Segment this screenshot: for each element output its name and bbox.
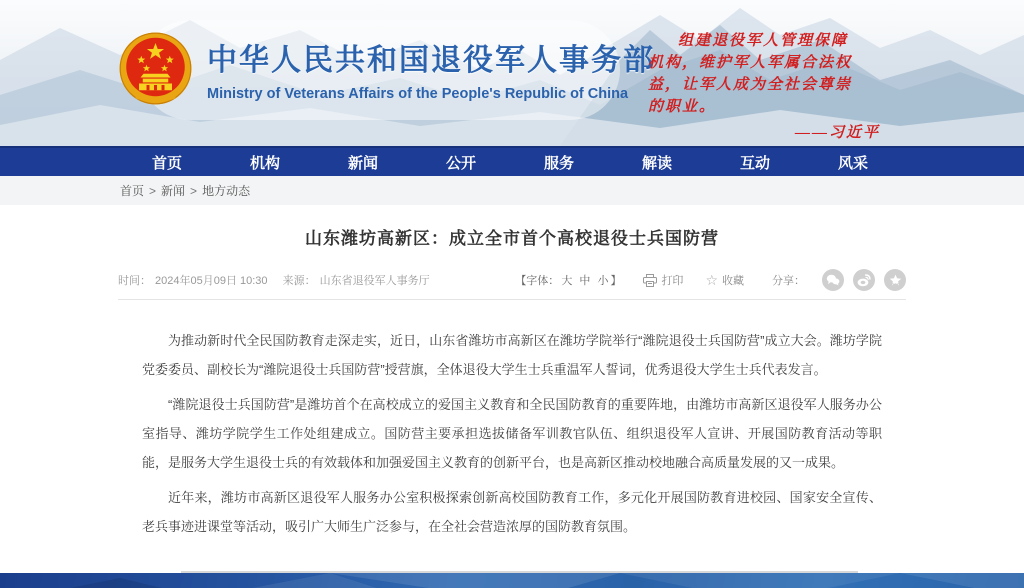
quote-line: 的职业。 bbox=[648, 99, 717, 115]
weibo-share-icon[interactable] bbox=[853, 269, 875, 291]
nav-item-interact[interactable]: 互动 bbox=[739, 154, 770, 172]
nav-item-news[interactable]: 新闻 bbox=[347, 154, 378, 172]
article-content bbox=[0, 205, 1024, 573]
star-icon: ☆ bbox=[705, 272, 718, 288]
breadcrumb-separator: > bbox=[190, 183, 198, 198]
breadcrumb bbox=[0, 176, 1024, 205]
font-size-large-button[interactable]: 大 bbox=[561, 275, 573, 287]
article-paragraph: “潍院退役士兵国防营”是潍坊首个在高校成立的爱国主义教育和全民国防教育的重要阵地，由潍坊市高新区退役军人服务办公室指导、潍坊学院学生工作处组建成立。国防营主要承担选拔储备军训教官队伍、组织退役军人宣讲、开展国防教育活动等职能，是服务大学生退役士兵的有效载体和加强爱国主义教育的创新平台，也是高新区推动校地融合高质量发展的又一成果。 bbox=[142, 397, 882, 470]
article-paragraph: 近年来，潍坊市高新区退役军人服务办公室积极探索创新高校国防教育工作，多元化开展国防教育进校园、国家安全宣传、老兵事迹进课堂等活动，吸引广大师生广泛参与，在全社会营造浓厚的国防教育氛围。 bbox=[142, 490, 882, 534]
quote-signature: ——习近平 bbox=[794, 125, 880, 141]
favorite-button[interactable] bbox=[705, 272, 744, 288]
nav-item-service[interactable]: 服务 bbox=[543, 154, 574, 172]
font-size-small-button[interactable]: 小 bbox=[597, 275, 609, 287]
nav-item-public[interactable]: 公开 bbox=[445, 154, 476, 172]
quote-line: 益，让军人成为全社会尊崇 bbox=[648, 77, 853, 93]
breadcrumb-news[interactable]: 新闻 bbox=[161, 184, 186, 198]
footer-decoration bbox=[0, 573, 1024, 588]
article-body bbox=[118, 300, 906, 541]
time-label: 时间： bbox=[118, 275, 151, 287]
nav-item-home[interactable]: 首页 bbox=[151, 154, 182, 172]
national-emblem-logo bbox=[118, 31, 193, 106]
print-button[interactable] bbox=[643, 272, 683, 288]
nav-item-agency[interactable]: 机构 bbox=[249, 154, 280, 172]
leader-quote bbox=[648, 30, 908, 144]
font-size-control bbox=[515, 272, 621, 288]
article-meta-row bbox=[118, 269, 906, 300]
share-icons bbox=[813, 269, 906, 291]
font-size-medium-button[interactable]: 中 bbox=[579, 275, 591, 287]
site-footer bbox=[0, 573, 1024, 588]
article-paragraph: 为推动新时代全民国防教育走深走实，近日，山东省潍坊市高新区在潍坊学院举行“潍院退役士兵国防营”成立大会。潍坊学院党委委员、副校长为“潍院退役士兵国防营”授营旗，全体退役大学生士兵重温军人誓词，优秀退役大学生士兵代表发言。 bbox=[142, 333, 882, 377]
print-label: 打印 bbox=[661, 275, 684, 287]
share-label: 分享： bbox=[772, 275, 805, 287]
article-tools bbox=[515, 269, 906, 291]
site-title-en: Ministry of Veterans Affairs of the People's Republic of China bbox=[207, 86, 629, 102]
nav-item-style[interactable]: 风采 bbox=[837, 154, 868, 172]
site-brand[interactable] bbox=[118, 31, 655, 106]
font-size-open: 【字体： bbox=[515, 275, 560, 287]
site-title-cn: 中华人民共和国退役军人事务部 bbox=[207, 44, 655, 77]
site-header bbox=[0, 0, 1024, 146]
qzone-share-icon[interactable] bbox=[884, 269, 906, 291]
wechat-share-icon[interactable] bbox=[822, 269, 844, 291]
source-name: 山东省退役军人事务厅 bbox=[319, 275, 430, 287]
article-meta-info bbox=[118, 272, 434, 288]
quote-line: 机构，维护军人军属合法权 bbox=[648, 55, 853, 71]
article-title: 山东潍坊高新区：成立全市首个高校退役士兵国防营 bbox=[305, 229, 719, 248]
breadcrumb-separator: > bbox=[149, 183, 157, 198]
source-label: 来源： bbox=[282, 275, 316, 287]
printer-icon bbox=[643, 274, 657, 287]
breadcrumb-home[interactable]: 首页 bbox=[120, 184, 145, 198]
font-size-close: 】 bbox=[610, 275, 622, 287]
breadcrumb-local-news[interactable]: 地方动态 bbox=[202, 184, 251, 198]
publish-time: 2024年05月09日 10:30 bbox=[155, 275, 268, 287]
main-navigation bbox=[0, 146, 1024, 176]
quote-line: 组建退役军人管理保障 bbox=[678, 33, 849, 49]
nav-item-explain[interactable]: 解读 bbox=[641, 154, 672, 172]
favorite-label: 收藏 bbox=[722, 275, 744, 287]
